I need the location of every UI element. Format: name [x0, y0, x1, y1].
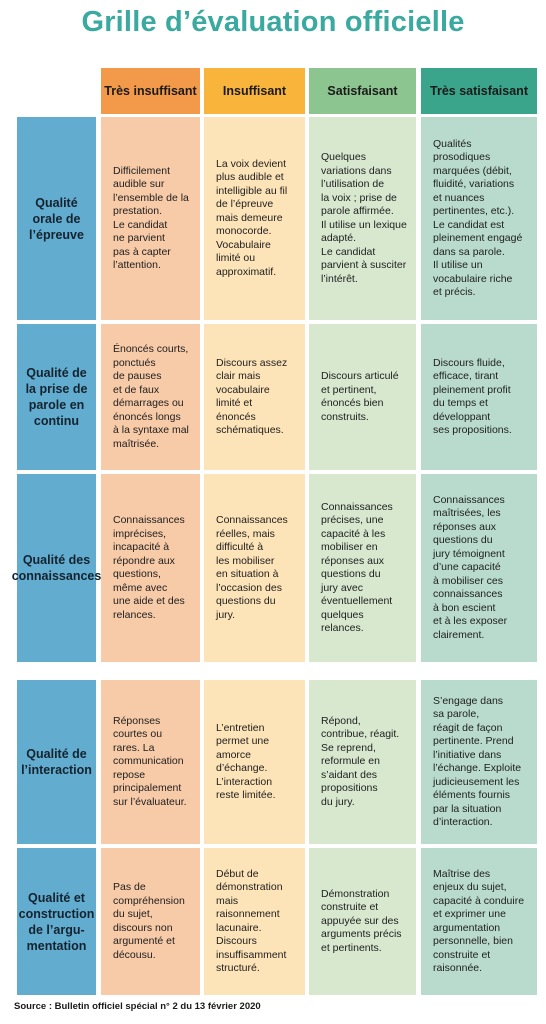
- cell-interaction-tres-satisfaisant: S’engage dans sa parole, réagit de façon pertinente. Prend l’initiative dans l’échange. Exploite judicieusement les éléments fournis par la situation d’interaction.: [421, 680, 537, 844]
- row-header-interaction: Qualité de l’interaction: [17, 680, 96, 844]
- cell-orale-insuffisant: La voix devient plus audible et intelligible au fil de l’épreuve mais demeure monocorde. Vocabulaire limité ou approximatif.: [204, 117, 305, 320]
- row-header-qualite-orale: Qualité orale de l’épreuve: [17, 117, 96, 320]
- cell-interaction-satisfaisant: Répond, contribue, réagit. Se reprend, reformule en s’aidant des propositions du jury.: [309, 680, 416, 844]
- cell-parole-insuffisant: Discours assez clair mais vocabulaire limité et énoncés schématiques.: [204, 324, 305, 470]
- cell-argumentation-tres-satisfaisant: Maîtrise des enjeux du sujet, capacité à conduire et exprimer une argumentation personnelle, bien construite et raisonnée.: [421, 848, 537, 995]
- cell-argumentation-insuffisant: Début de démonstration mais raisonnement lacunaire. Discours insuffisamment structuré.: [204, 848, 305, 995]
- cell-argumentation-tres-insuffisant: Pas de compréhension du sujet, discours non argumenté et décousu.: [101, 848, 200, 995]
- source-footnote: Source : Bulletin officiel spécial n° 2 du 13 février 2020: [14, 1001, 261, 1012]
- cell-orale-tres-insuffisant: Difficilement audible sur l’ensemble de la prestation. Le candidat ne parvient pas à capter l’attention.: [101, 117, 200, 320]
- cell-connaissances-satisfaisant: Connaissances précises, une capacité à les mobiliser en réponses aux questions du jury avec éventuellement quelques relances.: [309, 474, 416, 662]
- cell-parole-tres-insuffisant: Énoncés courts, ponctués de pauses et de faux démarrages ou énoncés longs à la syntaxe mal maîtrisée.: [101, 324, 200, 470]
- cell-interaction-tres-insuffisant: Réponses courtes ou rares. La communication repose principalement sur l’évaluateur.: [101, 680, 200, 844]
- cell-orale-tres-satisfaisant: Qualités prosodiques marquées (débit, fluidité, variations et nuances pertinentes, etc.). Le candidat est pleinement engagé dans sa parole. Il utilise un vocabulaire riche et précis.: [421, 117, 537, 320]
- cell-argumentation-satisfaisant: Démonstration construite et appuyée sur des arguments précis et pertinents.: [309, 848, 416, 995]
- row-header-argumentation: Qualité et construction de l’argu- mentation: [17, 848, 96, 995]
- column-header-tres-satisfaisant: Très satisfaisant: [421, 68, 537, 114]
- cell-connaissances-tres-insuffisant: Connaissances imprécises, incapacité à répondre aux questions, même avec une aide et des relances.: [101, 474, 200, 662]
- cell-parole-satisfaisant: Discours articulé et pertinent, énoncés bien construits.: [309, 324, 416, 470]
- cell-parole-tres-satisfaisant: Discours fluide, efficace, tirant pleinement profit du temps et développant ses propositions.: [421, 324, 537, 470]
- cell-orale-satisfaisant: Quelques variations dans l’utilisation de la voix ; prise de parole affirmée. Il utilise un lexique adapté. Le candidat parvient à susciter l’intérêt.: [309, 117, 416, 320]
- cell-interaction-insuffisant: L’entretien permet une amorce d’échange. L’interaction reste limitée.: [204, 680, 305, 844]
- cell-connaissances-insuffisant: Connaissances réelles, mais difficulté à les mobiliser en situation à l’occasion des questions du jury.: [204, 474, 305, 662]
- row-header-connaissances: Qualité des connaissances: [17, 474, 96, 662]
- page-title: Grille d’évaluation officielle: [81, 6, 465, 38]
- row-header-prise-de-parole: Qualité de la prise de parole en continu: [17, 324, 96, 470]
- cell-connaissances-tres-satisfaisant: Connaissances maîtrisées, les réponses aux questions du jury témoignent d’une capacité à mobiliser ces connaissances à bon escient et à les exposer clairement.: [421, 474, 537, 662]
- column-header-tres-insuffisant: Très insuffisant: [101, 68, 200, 114]
- column-header-insuffisant: Insuffisant: [204, 68, 305, 114]
- column-header-satisfaisant: Satisfaisant: [309, 68, 416, 114]
